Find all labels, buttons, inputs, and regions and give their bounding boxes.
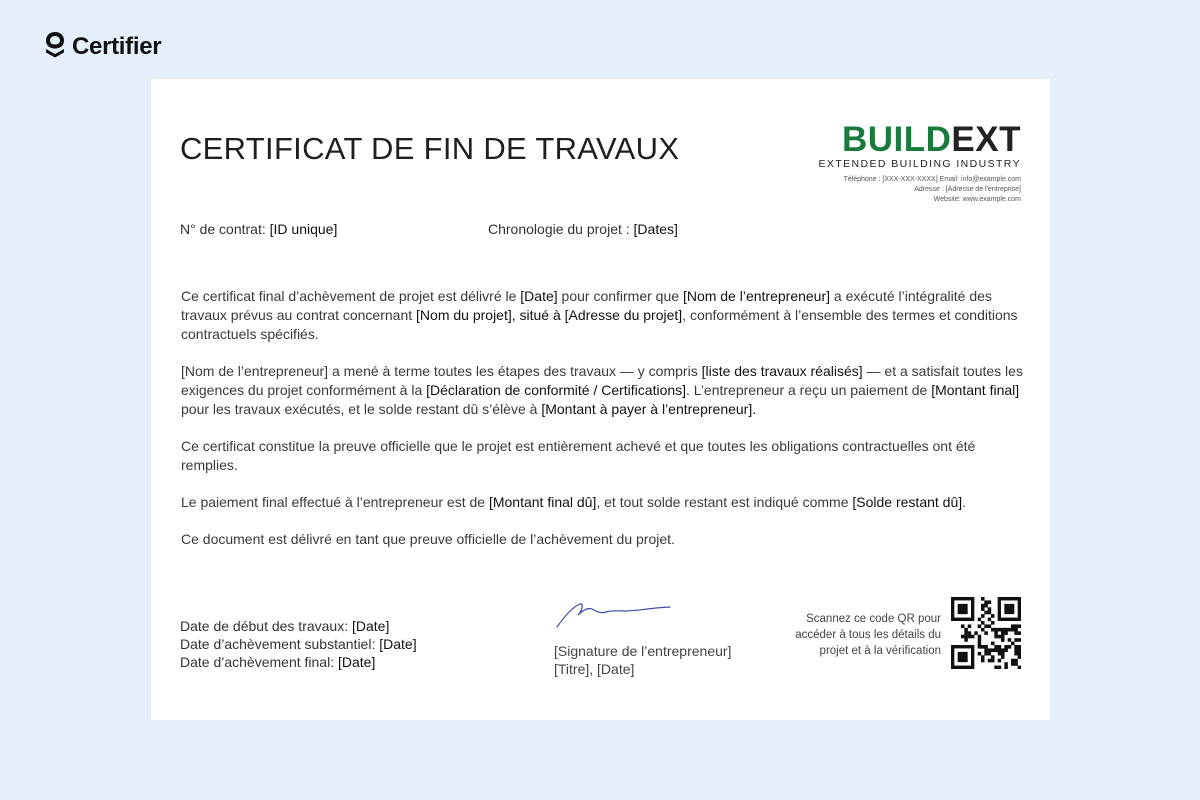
qr-code[interactable] <box>951 597 1021 674</box>
signature-block <box>554 599 731 678</box>
project-timeline-value: [Dates] <box>633 221 678 237</box>
placeholder-field: [Déclaration de conformité / Certifications] <box>426 382 687 398</box>
certificate-title: CERTIFICAT DE FIN DE TRAVAUX <box>180 131 680 166</box>
body-text-segment: [Nom de l’entrepreneur] a mené à terme toutes les étapes des travaux — y compris <box>181 363 702 379</box>
body-text-segment: — et a satisfait toutes les exigences du projet conformément à la <box>181 363 1023 398</box>
body-text-segment: Ce certificat final d’achèvement de projet est délivré le <box>181 288 521 304</box>
placeholder-field: [Montant final dû] <box>488 494 597 510</box>
company-contact-address: Adresse : [Adresse de l'entreprise] <box>914 186 1021 193</box>
certificate-sheet <box>151 79 1050 720</box>
body-text-segment: a exécuté l’intégralité des travaux prévus au contrat concernant <box>181 288 992 323</box>
contract-number-label: N° de contrat: <box>180 221 266 237</box>
body-paragraph <box>181 530 1026 549</box>
project-timeline-label: Chronologie du projet : <box>488 221 630 237</box>
contract-number <box>180 221 337 237</box>
body-text-segment: . L’entrepreneur a reçu un paiement de <box>686 382 932 398</box>
start-date-value: [Date] <box>352 618 390 634</box>
final-date-label: Date d’achèvement final: <box>180 654 335 670</box>
body-paragraph <box>181 287 1026 344</box>
signature-title-date: [Titre], [Date] <box>554 661 635 677</box>
final-date-row <box>180 653 417 671</box>
body-text-segment: , et tout solde restant est indiqué comme <box>596 494 853 510</box>
logo-ext-text: EXT <box>951 120 1021 159</box>
start-date-row <box>180 617 417 635</box>
body-paragraph <box>181 493 1026 512</box>
placeholder-field: [Nom du projet], situé à [Adresse du projet] <box>416 307 683 323</box>
brand-name: Certifier <box>72 32 162 60</box>
placeholder-field: [Montant à payer à l’entrepreneur]. <box>541 401 757 417</box>
body-text-segment: Le paiement final effectué à l’entrepreneur est de <box>181 494 489 510</box>
signature-name: [Signature de l’entrepreneur] <box>554 643 732 659</box>
start-date-label: Date de début des travaux: <box>180 618 349 634</box>
body-text-segment: pour confirmer que <box>557 288 683 304</box>
placeholder-field: [liste des travaux réalisés] <box>701 363 863 379</box>
placeholder-field: [Date] <box>520 288 558 304</box>
substantial-date-value: [Date] <box>379 636 417 652</box>
placeholder-field: [Montant final] <box>931 382 1020 398</box>
substantial-date-label: Date d’achèvement substantiel: <box>180 636 376 652</box>
contract-number-value: [ID unique] <box>269 221 338 237</box>
body-paragraph <box>181 362 1026 419</box>
project-dates <box>180 617 417 671</box>
final-date-value: [Date] <box>337 654 376 670</box>
body-text-segment: pour les travaux exécutés, et le solde restant dû s’élève à <box>181 401 542 417</box>
certifier-logo-icon <box>44 30 66 63</box>
logo-build-text: BUILD <box>841 120 952 159</box>
company-contact <box>819 175 1021 205</box>
placeholder-field: [Nom de l’entrepreneur] <box>682 288 831 304</box>
body-paragraph <box>181 437 1026 475</box>
qr-caption: Scannez ce code QR pour accéder à tous les détails du projet et à la vérification <box>795 613 941 657</box>
body-text-segment: . <box>962 494 967 510</box>
signature-lines <box>554 642 731 678</box>
certifier-brand <box>44 30 161 63</box>
placeholder-field: [Solde restant dû] <box>852 494 963 510</box>
signature-scribble <box>554 599 679 631</box>
certificate-body <box>181 287 1026 567</box>
company-logo <box>818 120 1021 205</box>
body-text-segment: Ce document est délivré en tant que preuve officielle de l’achèvement du projet. <box>181 531 675 547</box>
company-logo-wordmark <box>819 120 1021 159</box>
substantial-date-row <box>180 635 417 653</box>
company-contact-website: Website: www.example.com <box>933 196 1021 203</box>
project-timeline <box>488 221 678 237</box>
company-tagline: EXTENDED BUILDING INDUSTRY <box>818 158 1021 170</box>
company-contact-phone-email: Téléphone : [XXX-XXX-XXXX] Email: info@example.com <box>843 176 1021 183</box>
body-text-segment: Ce certificat constitue la preuve officielle que le projet est entièrement achevé et que toutes les obligations contractuelles ont été remplies. <box>181 438 976 473</box>
body-text-segment: , conformément à l’ensemble des termes et conditions contractuels spécifiés. <box>181 307 1018 342</box>
